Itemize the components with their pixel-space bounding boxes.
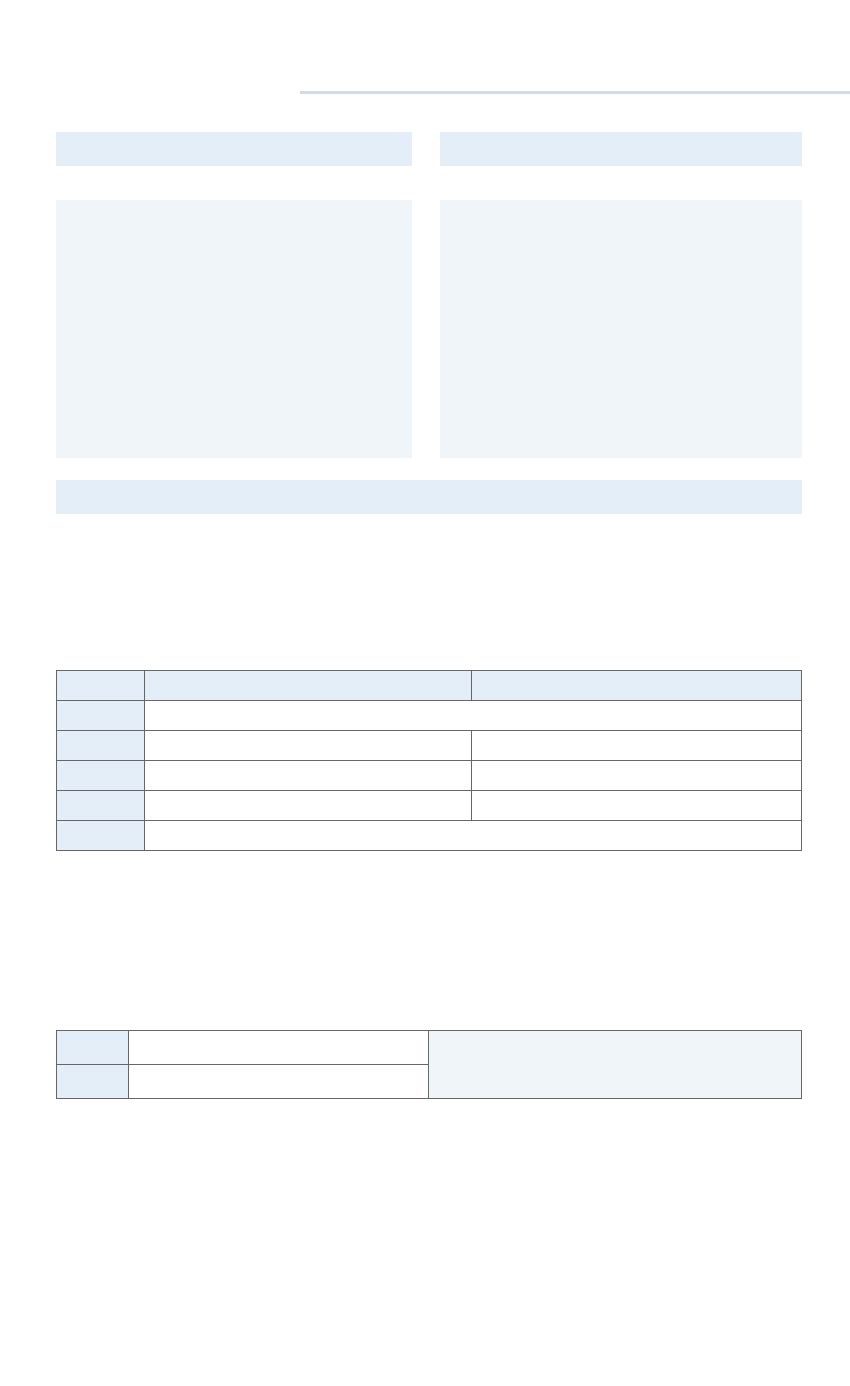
next-week-table: [56, 670, 802, 851]
cleaning-b: [472, 791, 802, 821]
offering-label: [57, 701, 145, 731]
wednesday-program: [56, 200, 412, 458]
friday-header: [440, 132, 802, 166]
date-2: [472, 671, 802, 701]
new-member-label: [57, 1031, 129, 1065]
member-parking: [129, 1065, 429, 1099]
parking-card-info: [429, 1031, 802, 1099]
dining-value: [145, 821, 802, 851]
cleaning-label: [57, 791, 145, 821]
fri-prayer-b: [472, 761, 802, 791]
friday-program: [440, 200, 802, 458]
wed-prayer-b: [472, 731, 802, 761]
fri-prayer-label: [57, 761, 145, 791]
date-label: [57, 671, 145, 701]
new-member-parking: [129, 1031, 429, 1065]
cleaning-a: [145, 791, 472, 821]
dining-label: [57, 821, 145, 851]
fri-prayer-a: [145, 761, 472, 791]
dawn-header: [56, 480, 802, 514]
wed-prayer-a: [145, 731, 472, 761]
member-label: [57, 1065, 129, 1099]
parking-table: [56, 1030, 802, 1099]
offering-value: [145, 701, 802, 731]
wed-prayer-label: [57, 731, 145, 761]
wednesday-header: [56, 132, 412, 166]
date-1: [145, 671, 472, 701]
title-divider: [300, 91, 850, 94]
